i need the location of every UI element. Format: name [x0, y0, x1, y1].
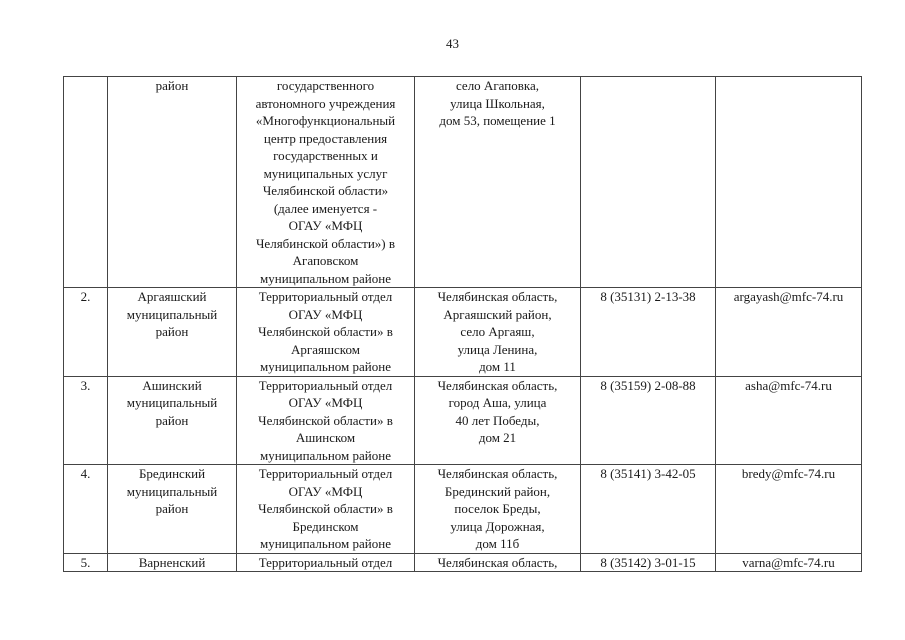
district-cell	[108, 553, 237, 572]
cell-line: 40 лет Победы,	[455, 412, 540, 428]
cell-text: 4.	[80, 466, 91, 481]
cell-line: район	[155, 501, 189, 516]
cell-line: ОГАУ «МФЦ	[288, 483, 363, 499]
cell-line: Ашинском	[295, 430, 356, 445]
cell-text: bredy@mfc-74.ru	[741, 466, 836, 481]
cell-line: муниципальный	[126, 483, 218, 499]
cell-line: улица Школьная,	[450, 95, 545, 111]
cell-text: argayash@mfc-74.ru	[733, 289, 844, 304]
email-cell	[716, 288, 862, 377]
cell-line: Аргаяшский район,	[443, 306, 552, 322]
cell-line: Аргаяшский	[137, 289, 207, 304]
cell-line: район	[155, 78, 189, 93]
phone-cell	[581, 465, 716, 554]
district-cell	[108, 465, 237, 554]
cell-line: муниципальном районе	[260, 359, 391, 374]
cell-line: Территориальный отдел	[258, 377, 393, 393]
cell-line: Челябинская область,	[437, 289, 558, 304]
cell-line: дом 53, помещение 1	[439, 113, 556, 128]
row-number-cell	[64, 553, 108, 572]
cell-text: 3.	[80, 377, 91, 393]
cell-text: varna@mfc-74.ru	[742, 554, 835, 570]
table-row	[64, 465, 862, 554]
office-name-cell	[237, 553, 415, 572]
office-name-cell	[237, 465, 415, 554]
address-cell	[415, 465, 581, 554]
cell-line: Территориальный отдел	[258, 289, 393, 304]
address-cell	[415, 288, 581, 377]
email-cell	[716, 465, 862, 554]
email-cell	[716, 553, 862, 572]
cell-line: село Аргаяш,	[460, 324, 535, 339]
cell-line: дом 11	[479, 359, 516, 374]
cell-line: Аргаяшском	[291, 341, 360, 357]
district-cell	[108, 376, 237, 465]
office-name-cell	[237, 376, 415, 465]
row-number-cell	[64, 77, 108, 288]
cell-line: поселок Бреды,	[454, 501, 541, 516]
cell-line: «Многофункциональный	[255, 113, 396, 128]
table-row	[64, 376, 862, 465]
cell-line: улица Ленина,	[457, 341, 538, 357]
cell-line: Агаповском	[292, 253, 359, 268]
cell-line: Брединский	[138, 466, 206, 481]
cell-text: 8 (35142) 3-01-15	[600, 554, 696, 570]
cell-line: Брединском	[292, 518, 359, 534]
cell-line: Челябинской области» в	[258, 412, 393, 428]
page-number: 43	[446, 36, 459, 51]
row-number-cell	[64, 376, 108, 465]
cell-line: Территориальный отдел	[258, 554, 393, 570]
cell-line: район	[155, 412, 189, 428]
phone-cell	[581, 553, 716, 572]
cell-line: район	[155, 324, 189, 339]
office-name-cell	[237, 288, 415, 377]
table-body	[64, 77, 862, 572]
address-cell	[415, 553, 581, 572]
cell-line: центр предоставления	[263, 130, 388, 146]
cell-line: Челябинской области») в	[255, 235, 396, 251]
address-cell	[415, 376, 581, 465]
district-cell	[108, 288, 237, 377]
row-number-cell	[64, 465, 108, 554]
cell-line: город Аша, улица	[448, 395, 547, 410]
mfc-offices-table	[63, 76, 862, 572]
cell-line: Челябинская область,	[437, 466, 558, 481]
cell-text: 8 (35131) 2-13-38	[600, 289, 696, 304]
office-name-cell	[237, 77, 415, 288]
cell-line: автономного учреждения	[255, 95, 396, 111]
cell-line: (далее именуется -	[273, 200, 378, 216]
address-cell	[415, 77, 581, 288]
cell-line: муниципальном районе	[260, 270, 391, 286]
cell-line: ОГАУ «МФЦ	[288, 306, 363, 322]
cell-line: село Агаповка,	[456, 78, 539, 93]
cell-line: Челябинской области» в	[258, 501, 393, 516]
table-row	[64, 77, 862, 288]
cell-text: 2.	[80, 289, 91, 304]
table-row	[64, 288, 862, 377]
cell-line: Ашинский	[142, 377, 202, 393]
cell-line: муниципальном районе	[260, 536, 391, 551]
cell-line: улица Дорожная,	[450, 518, 545, 534]
cell-line: дом 11б	[475, 536, 520, 551]
cell-line: муниципальный	[126, 306, 218, 322]
cell-line: ОГАУ «МФЦ	[288, 395, 363, 410]
cell-line: муниципальных услуг	[263, 165, 388, 181]
cell-line: Территориальный отдел	[258, 466, 393, 481]
phone-cell	[581, 77, 716, 288]
table-row	[64, 553, 862, 572]
email-cell	[716, 77, 862, 288]
email-cell	[716, 376, 862, 465]
cell-line: Варненский	[138, 554, 206, 570]
phone-cell	[581, 288, 716, 377]
cell-text: asha@mfc-74.ru	[745, 377, 832, 393]
phone-cell	[581, 376, 716, 465]
cell-line: дом 21	[478, 430, 517, 445]
cell-line: ОГАУ «МФЦ	[288, 218, 363, 233]
district-cell	[108, 77, 237, 288]
row-number-cell	[64, 288, 108, 377]
cell-line: государственного	[276, 78, 375, 93]
cell-line: Брединский район,	[444, 483, 551, 499]
cell-line: Челябинской области»	[262, 183, 389, 198]
cell-line: государственных и	[273, 148, 378, 163]
cell-text: 8 (35159) 2-08-88	[600, 377, 696, 393]
cell-text: 8 (35141) 3-42-05	[600, 466, 696, 481]
cell-line: Челябинская область,	[437, 554, 558, 570]
cell-line: Челябинской области» в	[258, 324, 393, 339]
cell-line: Челябинская область,	[437, 377, 558, 393]
cell-line: муниципальном районе	[260, 447, 391, 463]
cell-text: 5.	[80, 554, 91, 570]
cell-line: муниципальный	[126, 395, 218, 410]
